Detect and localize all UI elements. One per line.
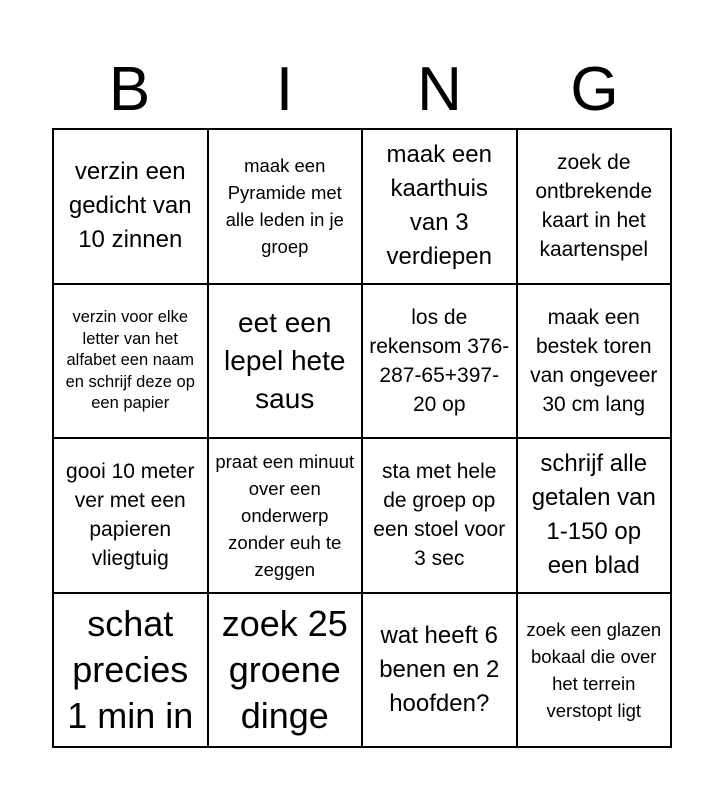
- bingo-cell-r1-c2[interactable]: [208, 129, 363, 284]
- cell-text: verzin een gedicht van 10 zinnen: [68, 158, 192, 254]
- bingo-cell-r1-c4[interactable]: [517, 129, 672, 284]
- cell-text: eet een lepel hete saus: [224, 306, 346, 414]
- bingo-cell-r3-c1[interactable]: [53, 438, 208, 593]
- bingo-cell-r1-c3[interactable]: [362, 129, 517, 284]
- bingo-cell-r2-c1[interactable]: [53, 284, 208, 439]
- bingo-cell-r4-c4[interactable]: [517, 593, 672, 748]
- header-letter-b: B: [108, 55, 151, 124]
- cell-text: wat heeft 6 benen en 2 hoofden?: [379, 621, 500, 717]
- bingo-cell-r3-c4[interactable]: [517, 438, 672, 593]
- bingo-cell-r3-c2[interactable]: [208, 438, 363, 593]
- cell-text: zoek de ontbrekende kaart in het kaartenspel: [535, 151, 653, 262]
- cell-text: verzin voor elke letter van het alfabet een naam en schrijf deze op een papier: [65, 308, 195, 412]
- cell-text: schat precies 1 min in: [67, 602, 194, 736]
- bingo-cell-r2-c2[interactable]: [208, 284, 363, 439]
- bingo-cell-r2-c3[interactable]: [362, 284, 517, 439]
- bingo-header: [52, 52, 672, 128]
- header-letter-i: I: [275, 55, 294, 124]
- bingo-cell-r3-c3[interactable]: [362, 438, 517, 593]
- bingo-cell-r1-c1[interactable]: [53, 129, 208, 284]
- bingo-grid: [52, 128, 672, 748]
- cell-text: praat een minuut over een onderwerp zonder euh te zeggen: [215, 450, 355, 580]
- cell-text: zoek 25 groene dinge: [221, 602, 348, 736]
- cell-text: schrijf alle getalen van 1-150 op een blad: [531, 450, 656, 580]
- cell-text: maak een Pyramide met alle leden in je groep: [225, 155, 344, 258]
- cell-text: sta met hele de groep op een stoel voor 3 sec: [373, 460, 506, 571]
- bingo-cell-r4-c2[interactable]: [208, 593, 363, 748]
- cell-text: zoek een glazen bokaal die over het terrein verstopt ligt: [526, 618, 662, 721]
- cell-text: gooi 10 meter ver met een papieren vliegtuig: [66, 460, 195, 571]
- bingo-cell-r4-c3[interactable]: [362, 593, 517, 748]
- bingo-cell-r2-c4[interactable]: [517, 284, 672, 439]
- header-letter-g: G: [570, 55, 619, 124]
- cell-text: maak een kaarthuis van 3 verdiepen: [386, 141, 492, 271]
- cell-text: maak een bestek toren van ongeveer 30 cm lang: [530, 305, 658, 416]
- header-letter-n: N: [417, 55, 462, 124]
- cell-text: los de rekensom 376-287-65+397-20 op: [369, 305, 510, 416]
- bingo-cell-r4-c1[interactable]: [53, 593, 208, 748]
